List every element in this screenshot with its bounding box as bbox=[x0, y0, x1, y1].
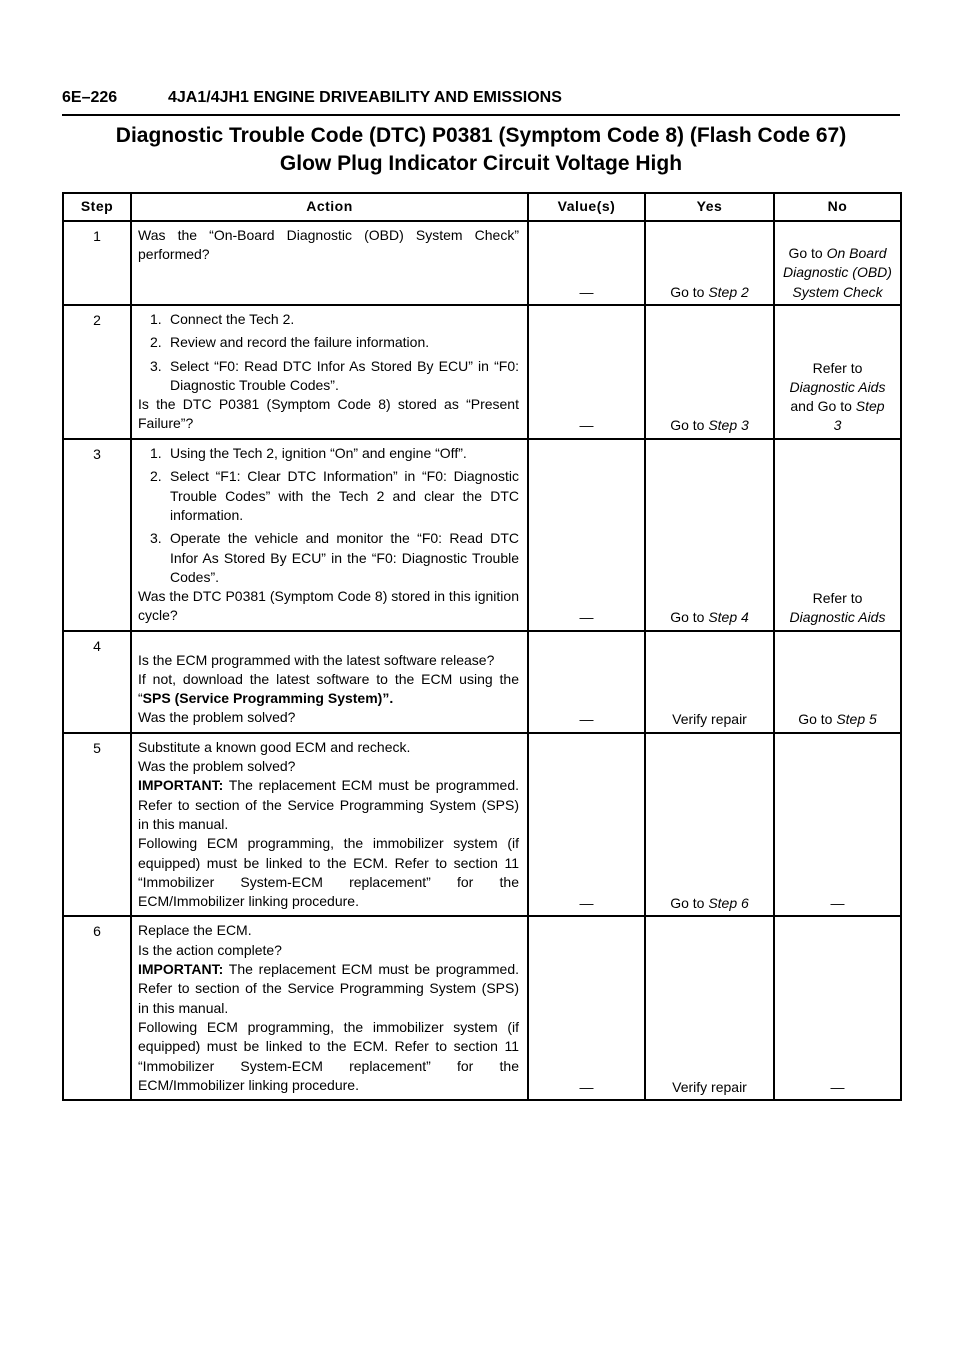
action-cell bbox=[131, 221, 528, 305]
col-header-action: Action bbox=[131, 193, 528, 221]
no-step-link-number[interactable]: 3 bbox=[833, 417, 842, 434]
action-item: 2. Select “F1: Clear DTC Information” in “F0: Diagnostic Trouble Codes” with the Tech 2 and clear the DTC information. bbox=[150, 468, 519, 523]
table-row bbox=[63, 916, 901, 1100]
no-text: Refer to bbox=[812, 590, 863, 607]
action-text: Was the “On-Board Diagnostic (OBD) System Check” performed? bbox=[138, 227, 519, 263]
yes-prefix: Go to bbox=[670, 417, 709, 434]
value-cell: — bbox=[528, 631, 645, 733]
table-row bbox=[63, 221, 901, 305]
no-reference-link[interactable]: Diagnostic Aids bbox=[789, 609, 886, 626]
sps-emphasis: SPS (Service Programming System)”. bbox=[142, 690, 394, 707]
action-question: Was the problem solved? bbox=[138, 709, 296, 726]
yes-prefix: Go to bbox=[670, 609, 709, 626]
yes-prefix: Go to bbox=[670, 283, 709, 300]
action-list bbox=[138, 444, 519, 587]
col-header-values: Value(s) bbox=[528, 193, 645, 221]
title-line-2: Glow Plug Indicator Circuit Voltage High bbox=[279, 152, 683, 175]
yes-prefix: Go to bbox=[670, 895, 709, 912]
diagnostic-table bbox=[62, 192, 902, 1101]
yes-step-link[interactable]: Step 3 bbox=[708, 417, 749, 434]
action-question: Was the DTC P0381 (Symptom Code 8) stored in this ignition cycle? bbox=[138, 588, 519, 624]
page-header bbox=[62, 88, 900, 116]
step-number: 4 bbox=[63, 631, 131, 733]
action-item-text: Review and record the failure information. bbox=[170, 334, 430, 351]
no-reference-link[interactable]: Diagnostic Aids bbox=[789, 378, 886, 395]
action-item-text: Using the Tech 2, ignition “On” and engine “Off”. bbox=[170, 445, 467, 462]
no-cell bbox=[774, 305, 901, 439]
table-row bbox=[63, 733, 901, 917]
action-cell bbox=[131, 916, 528, 1100]
table-row bbox=[63, 305, 901, 439]
action-item: 1. Using the Tech 2, ignition “On” and engine “Off”. bbox=[150, 445, 467, 462]
yes-step-link[interactable]: Step 4 bbox=[708, 609, 749, 626]
action-cell bbox=[131, 305, 528, 439]
no-cell bbox=[774, 221, 901, 305]
yes-cell: Verify repair bbox=[645, 631, 774, 733]
no-cell bbox=[774, 439, 901, 631]
action-item-text: Select “F0: Read DTC Infor As Stored By ECU” in “F0: Diagnostic Trouble Codes”. bbox=[170, 357, 519, 393]
value-cell: — bbox=[528, 221, 645, 305]
action-item-text: Connect the Tech 2. bbox=[170, 311, 295, 327]
no-cell bbox=[774, 631, 901, 733]
action-text: Replace the ECM. bbox=[138, 922, 252, 939]
action-text: Substitute a known good ECM and recheck. bbox=[138, 738, 411, 755]
yes-cell bbox=[645, 439, 774, 631]
important-text: The replacement ECM must be programmed. Refer to section of the Service Programming System (SPS) in this manual. bbox=[138, 777, 519, 832]
no-prefix: Go to bbox=[798, 711, 837, 728]
no-step-link[interactable]: Step 5 bbox=[836, 711, 877, 728]
action-item: 2. Review and record the failure information. bbox=[150, 334, 430, 351]
table-header-row bbox=[63, 193, 901, 221]
step-number: 6 bbox=[63, 916, 131, 1100]
action-item: 3. Select “F0: Read DTC Infor As Stored By ECU” in “F0: Diagnostic Trouble Codes”. bbox=[150, 357, 519, 393]
step-number: 1 bbox=[63, 221, 131, 305]
following-text: Following ECM programming, the immobilizer system (if equipped) must be linked to the ECM. Refer to section 11 “Immobilizer System-ECM replacement” for the ECM/Immobilizer linking procedure. bbox=[138, 835, 519, 910]
table-row bbox=[63, 631, 901, 733]
no-text: Refer to bbox=[812, 359, 863, 376]
action-cell bbox=[131, 439, 528, 631]
title-line-1: Diagnostic Trouble Code (DTC) P0381 (Symptom Code 8) (Flash Code 67) bbox=[115, 124, 847, 147]
important-text: The replacement ECM must be programmed. Refer to section of the Service Programming System (SPS) in this manual. bbox=[138, 961, 519, 1016]
action-question: Is the DTC P0381 (Symptom Code 8) stored as “Present Failure”? bbox=[138, 396, 519, 432]
yes-cell bbox=[645, 305, 774, 439]
action-question: Was the problem solved? bbox=[138, 758, 296, 775]
no-reference-link[interactable]: On Board Diagnostic (OBD) System Check bbox=[783, 245, 892, 300]
action-item: 3. Operate the vehicle and monitor the “F0: Read DTC Infor As Stored By ECU” in the “F0: Diagnostic Trouble Codes”. bbox=[150, 530, 519, 585]
section-title: 4JA1/4JH1 ENGINE DRIVEABILITY AND EMISSIONS bbox=[168, 89, 562, 106]
no-step-link[interactable]: Step bbox=[855, 398, 885, 415]
yes-cell bbox=[645, 733, 774, 917]
page-number: 6E–226 bbox=[62, 89, 118, 106]
action-text: If not, download the latest software to the ECM using the “ bbox=[138, 670, 519, 707]
col-header-yes: Yes bbox=[645, 193, 774, 221]
important-label: IMPORTANT: bbox=[138, 961, 224, 978]
value-cell: — bbox=[528, 305, 645, 439]
action-item: 1. Connect the Tech 2. bbox=[150, 311, 295, 327]
step-number: 5 bbox=[63, 733, 131, 917]
document-title bbox=[62, 122, 900, 178]
yes-step-link[interactable]: Step 6 bbox=[708, 895, 749, 912]
value-cell: — bbox=[528, 439, 645, 631]
step-number: 3 bbox=[63, 439, 131, 631]
action-question: Is the action complete? bbox=[138, 941, 282, 958]
following-text: Following ECM programming, the immobilizer system (if equipped) must be linked to the ECM. Refer to section 11 “Immobilizer System-ECM replacement” for the ECM/Immobilizer linking procedure. bbox=[138, 1018, 519, 1093]
table-row bbox=[63, 439, 901, 631]
col-header-no: No bbox=[774, 193, 901, 221]
action-text: Is the ECM programmed with the latest software release? bbox=[138, 651, 495, 668]
action-item-text: Operate the vehicle and monitor the “F0: Read DTC Infor As Stored By ECU” in the “F0: Diagnostic Trouble Codes”. bbox=[170, 530, 519, 585]
yes-step-link[interactable]: Step 2 bbox=[708, 283, 749, 300]
action-item-text: Select “F1: Clear DTC Information” in “F0: Diagnostic Trouble Codes” with the Tech 2 and clear the DTC information. bbox=[170, 468, 519, 523]
no-cell: — bbox=[774, 916, 901, 1100]
no-prefix: Go to bbox=[788, 245, 827, 262]
action-cell bbox=[131, 631, 528, 733]
yes-cell bbox=[645, 221, 774, 305]
action-list bbox=[138, 310, 519, 395]
yes-cell: Verify repair bbox=[645, 916, 774, 1100]
no-text: and Go to bbox=[790, 398, 856, 415]
action-cell bbox=[131, 733, 528, 917]
step-number: 2 bbox=[63, 305, 131, 439]
value-cell: — bbox=[528, 733, 645, 917]
col-header-step: Step bbox=[63, 193, 131, 221]
no-cell: — bbox=[774, 733, 901, 917]
value-cell: — bbox=[528, 916, 645, 1100]
important-label: IMPORTANT: bbox=[138, 777, 224, 794]
